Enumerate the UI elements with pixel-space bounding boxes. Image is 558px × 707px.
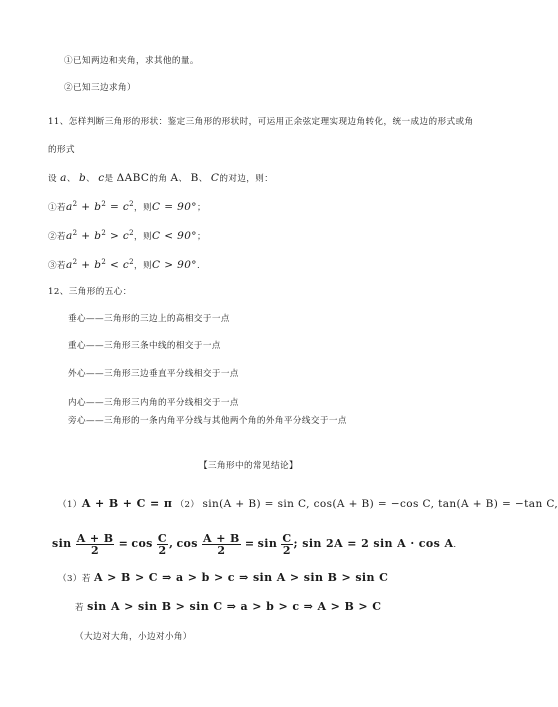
cos-func: cos — [131, 537, 153, 550]
side-b: b — [78, 172, 87, 184]
case2-then: ，则 — [134, 232, 153, 242]
case1-then: ，则 — [134, 203, 153, 213]
c3-expression: A > B > C ⇒ a > b > c ⇒ sin A > sin B > sin C — [94, 571, 389, 584]
triangle-name: ΔABC — [116, 172, 150, 184]
case3-conclusion: C > 90° — [152, 259, 197, 271]
fraction-a-plus-b: $\frac{A + B}{2}$ — [76, 532, 114, 557]
item11-line1: 11、怎样判断三角形的形状：鉴定三角形的形状时，可运用正余弦定理实现边角转化，统一成边的形式或角 — [48, 117, 474, 127]
sin-func-2: sin — [257, 537, 278, 550]
sum-identities: sin(A + B) = sin C, cos(A + B) = −cos C, tan(A + B) = −tan C, — [202, 498, 558, 510]
case1-conclusion: C = 90° — [152, 201, 197, 213]
c2-label: （2） — [175, 500, 200, 510]
case1: ①若$a^2 + b^2 = c^2$，则C = 90°； — [48, 200, 206, 213]
case2: ②若$a^2 + b^2 > c^2$，则C < 90°； — [48, 229, 206, 242]
double-angle: ; sin 2A = 2 sin A · cos A — [293, 537, 454, 550]
case3-relation: < — [109, 259, 120, 271]
angle-C: C — [210, 172, 220, 184]
case2-mark: ②若 — [48, 232, 66, 242]
c1-label: （1） — [58, 500, 82, 510]
fraction-c-2: $\frac{C}{2}$ — [282, 532, 292, 557]
equals-2: = — [244, 537, 255, 550]
c3b-expression: sin A > sin B > sin C ⇒ a > b > c ⇒ A > B > C — [87, 600, 382, 613]
item12-title: 12、三角形的五心： — [48, 287, 132, 297]
fraction-a-plus-b-2: $\frac{A + B}{2}$ — [203, 532, 240, 557]
end-period: . — [453, 540, 457, 550]
equals: = — [118, 537, 129, 550]
conclusion-1-2 — [58, 498, 558, 511]
item-c1: ①已知两边和夹角，求其他的量。 — [64, 56, 199, 66]
center-orthocenter: 垂心——三角形的三边上的高相交于一点 — [68, 314, 230, 324]
c3-label: （3） — [58, 574, 82, 584]
angle-sum: A + B + C = π — [81, 497, 173, 510]
section-title: 【三角形中的常见结论】 — [199, 461, 298, 471]
c3b-if: 若 — [75, 603, 84, 613]
set-mid2: 的角 — [149, 174, 168, 184]
case2-conclusion: C < 90° — [152, 230, 197, 242]
angle-A: A — [170, 172, 179, 184]
center-centroid: 重心——三角形三条中线的相交于一点 — [68, 341, 221, 351]
fraction-c: $\frac{C}{2}$ — [157, 532, 168, 557]
center-circumcenter: 外心——三角形三边垂直平分线相交于一点 — [68, 369, 239, 379]
case3: ③若$a^2 + b^2 < c^2$，则C > 90°. — [48, 258, 201, 271]
case3-mark: ③若 — [48, 261, 66, 271]
separator: , — [169, 537, 174, 550]
set-line: 设 a、 b、 c是 ΔABC的角 A、 B、 C的对边，则： — [48, 172, 274, 184]
case1-mark: ①若 — [48, 203, 66, 213]
item-c2: ②已知三边求角） — [64, 83, 136, 93]
center-incenter: 内心——三角形三内角的平分线相交于一点 — [68, 398, 239, 408]
angle-B: B — [190, 172, 199, 184]
case1-relation: = — [109, 201, 120, 213]
set-mid: 是 — [104, 174, 114, 184]
sin-func: sin — [52, 537, 72, 550]
c3-if: 若 — [81, 574, 91, 584]
case2-relation: > — [109, 230, 120, 242]
item11-line2: 的形式 — [48, 145, 75, 155]
conclusion-3 — [58, 572, 388, 585]
center-excenter: 旁心——三角形的一条内角平分线与其他两个角的外角平分线交于一点 — [68, 416, 347, 426]
set-suffix: 的对边，则： — [219, 174, 274, 184]
half-angle-identities — [52, 532, 457, 557]
conclusion-3-note: （大边对大角，小边对小角） — [75, 632, 192, 642]
case3-then: ，则 — [134, 261, 153, 271]
set-prefix: 设 — [48, 174, 57, 184]
cos-func-2: cos — [176, 537, 198, 550]
conclusion-3-converse — [75, 601, 381, 614]
side-a: a — [60, 172, 67, 184]
side-c: c — [98, 172, 105, 184]
